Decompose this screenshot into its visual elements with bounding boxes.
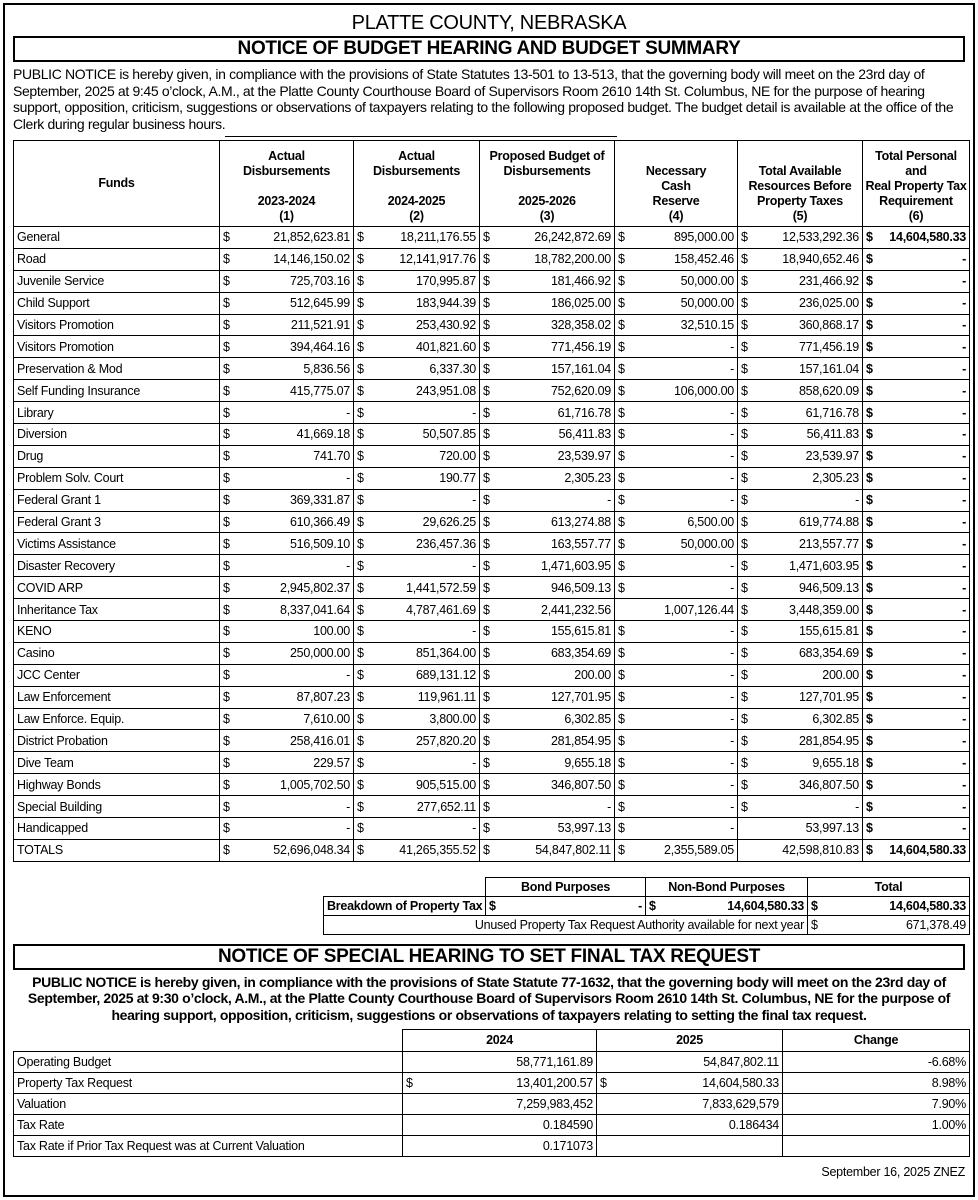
fund-name: JCC Center: [14, 664, 220, 686]
budget-value-cell: $ 1,471,603.95: [480, 555, 615, 577]
budget-value-cell: $ 236,457.36: [354, 533, 480, 555]
budget-value-cell: $ -: [354, 489, 480, 511]
budget-value-cell: $ 1,005,702.50: [220, 774, 354, 796]
budget-value-cell: $ 725,703.16: [220, 270, 354, 292]
fund-name: Handicapped: [14, 818, 220, 840]
budget-value-cell: $ -: [615, 730, 738, 752]
budget-value-cell: $ 619,774.88: [738, 511, 863, 533]
budget-value-cell: $ -: [863, 248, 970, 270]
budget-value-cell: $ 52,696,048.34: [220, 839, 354, 861]
comparison-value: [597, 1136, 783, 1157]
budget-value-cell: 42,598,810.83: [738, 839, 863, 861]
comparison-label: Operating Budget: [14, 1051, 403, 1072]
budget-value-cell: $ 127,701.95: [480, 686, 615, 708]
comparison-value: $ 13,401,200.57: [403, 1072, 597, 1093]
budget-value-cell: $ 613,274.88: [480, 511, 615, 533]
budget-fund-row: [14, 511, 970, 533]
budget-value-cell: $ 683,354.69: [738, 642, 863, 664]
divider: [225, 136, 617, 137]
budget-value-cell: $ -: [863, 511, 970, 533]
budget-value-cell: $ -: [220, 402, 354, 424]
budget-fund-row: [14, 818, 970, 840]
budget-value-cell: $ 346,807.50: [738, 774, 863, 796]
budget-value-cell: $ 186,025.00: [480, 292, 615, 314]
budget-fund-row: [14, 577, 970, 599]
budget-value-cell: $ 41,669.18: [220, 424, 354, 446]
budget-value-cell: $ -: [863, 424, 970, 446]
budget-fund-row: [14, 555, 970, 577]
budget-column-header: Total Available Resources Before Property Taxes (5): [738, 141, 863, 227]
total-header: Total: [808, 877, 970, 896]
budget-value-cell: $ -: [220, 796, 354, 818]
budget-value-cell: $ 258,416.01: [220, 730, 354, 752]
budget-value-cell: $ -: [615, 336, 738, 358]
budget-value-cell: $ 41,265,355.52: [354, 839, 480, 861]
budget-value-cell: $ 257,820.20: [354, 730, 480, 752]
budget-fund-row: [14, 774, 970, 796]
fund-name: Library: [14, 402, 220, 424]
budget-fund-row: [14, 380, 970, 402]
budget-value-cell: $ 2,945,802.37: [220, 577, 354, 599]
budget-value-cell: $ 236,025.00: [738, 292, 863, 314]
change-header: Change: [783, 1030, 970, 1051]
budget-fund-row: [14, 402, 970, 424]
budget-value-cell: $ 190.77: [354, 467, 480, 489]
budget-fund-row: [14, 730, 970, 752]
comparison-value: 0.186434: [597, 1115, 783, 1136]
bond-purposes-value: $ -: [486, 896, 646, 915]
budget-value-cell: $ -: [615, 664, 738, 686]
budget-column-header: Actual Disbursements 2024-2025 (2): [354, 141, 480, 227]
budget-value-cell: $ 401,821.60: [354, 336, 480, 358]
budget-value-cell: $ 415,775.07: [220, 380, 354, 402]
unused-authority-label: Unused Property Tax Request Authority available for next year: [324, 915, 808, 934]
budget-value-cell: $ -: [863, 402, 970, 424]
budget-value-cell: $ -: [863, 686, 970, 708]
budget-value-cell: $ 183,944.39: [354, 292, 480, 314]
tax-breakdown-corner: [324, 877, 486, 896]
budget-value-cell: $ 771,456.19: [738, 336, 863, 358]
budget-value-cell: $ -: [863, 577, 970, 599]
budget-fund-row: [14, 708, 970, 730]
budget-value-cell: $ 14,604,580.33: [863, 839, 970, 861]
comparison-value: 54,847,802.11: [597, 1051, 783, 1072]
budget-value-cell: $ 158,452.46: [615, 248, 738, 270]
budget-value-cell: $ -: [480, 489, 615, 511]
budget-value-cell: $ 54,847,802.11: [480, 839, 615, 861]
budget-value-cell: $ 1,471,603.95: [738, 555, 863, 577]
fund-name: Self Funding Insurance: [14, 380, 220, 402]
budget-value-cell: $ 181,466.92: [480, 270, 615, 292]
budget-value-cell: $ 4,787,461.69: [354, 599, 480, 621]
fund-name: Diversion: [14, 424, 220, 446]
budget-value-cell: $ 200.00: [480, 664, 615, 686]
budget-value-cell: $ 213,557.77: [738, 533, 863, 555]
budget-value-cell: $ 12,141,917.76: [354, 248, 480, 270]
budget-value-cell: $ 12,533,292.36: [738, 227, 863, 249]
budget-value-cell: $ 211,521.91: [220, 314, 354, 336]
budget-value-cell: $ 6,302.85: [738, 708, 863, 730]
budget-value-cell: $ -: [615, 467, 738, 489]
budget-fund-row: [14, 467, 970, 489]
budget-value-cell: $ 2,305.23: [480, 467, 615, 489]
budget-value-cell: $ -: [615, 489, 738, 511]
budget-value-cell: $ 9,655.18: [480, 752, 615, 774]
fund-name: Drug: [14, 445, 220, 467]
budget-fund-row: [14, 445, 970, 467]
fund-name: Casino: [14, 642, 220, 664]
budget-value-cell: $ 851,364.00: [354, 642, 480, 664]
fund-name: General: [14, 227, 220, 249]
budget-fund-row: [14, 686, 970, 708]
comparison-value: 0.184590: [403, 1115, 597, 1136]
budget-value-cell: $ 56,411.83: [480, 424, 615, 446]
budget-value-cell: $ 3,448,359.00: [738, 599, 863, 621]
year-2024-header: 2024: [403, 1030, 597, 1051]
budget-value-cell: $ -: [354, 621, 480, 643]
comparison-value: 7,259,983,452: [403, 1093, 597, 1114]
fund-name: Road: [14, 248, 220, 270]
budget-summary-table: [13, 140, 970, 862]
comparison-label: Property Tax Request: [14, 1072, 403, 1093]
fund-name: Law Enforcement: [14, 686, 220, 708]
budget-totals-row: [14, 839, 970, 861]
budget-value-cell: $ 53,997.13: [480, 818, 615, 840]
budget-value-cell: $ -: [615, 642, 738, 664]
fund-name: TOTALS: [14, 839, 220, 861]
budget-value-cell: $ 155,615.81: [738, 621, 863, 643]
budget-fund-row: [14, 642, 970, 664]
budget-value-cell: $ -: [354, 752, 480, 774]
budget-notice-heading: NOTICE OF BUDGET HEARING AND BUDGET SUMMARY: [13, 36, 965, 62]
property-tax-breakdown-table: [323, 877, 970, 935]
budget-value-cell: $ -: [863, 708, 970, 730]
budget-value-cell: $ 155,615.81: [480, 621, 615, 643]
comparison-change: [783, 1136, 970, 1157]
budget-value-cell: $ 50,000.00: [615, 533, 738, 555]
budget-value-cell: $ 50,000.00: [615, 270, 738, 292]
tax-total-value: $ 14,604,580.33: [808, 896, 970, 915]
year-2025-header: 2025: [597, 1030, 783, 1051]
budget-value-cell: $ -: [863, 533, 970, 555]
comparison-label: Tax Rate if Prior Tax Request was at Current Valuation: [14, 1136, 403, 1157]
budget-value-cell: $ 281,854.95: [480, 730, 615, 752]
budget-value-cell: $ -: [615, 358, 738, 380]
budget-fund-row: [14, 248, 970, 270]
budget-value-cell: $ 2,305.23: [738, 467, 863, 489]
comparison-value: 7,833,629,579: [597, 1093, 783, 1114]
comparison-value: $ 14,604,580.33: [597, 1072, 783, 1093]
budget-value-cell: $ -: [615, 708, 738, 730]
fund-name: Child Support: [14, 292, 220, 314]
comparison-corner: [14, 1030, 403, 1051]
budget-value-cell: $ -: [863, 358, 970, 380]
unused-authority-value: $ 671,378.49: [808, 915, 970, 934]
budget-value-cell: $ -: [615, 445, 738, 467]
budget-value-cell: $ 200.00: [738, 664, 863, 686]
budget-value-cell: $ -: [738, 489, 863, 511]
fund-name: Juvenile Service: [14, 270, 220, 292]
comparison-value: 58,771,161.89: [403, 1051, 597, 1072]
budget-column-header: Proposed Budget of Disbursements 2025-2026 (3): [480, 141, 615, 227]
budget-value-cell: $ 56,411.83: [738, 424, 863, 446]
comparison-label: Valuation: [14, 1093, 403, 1114]
budget-value-cell: $ 516,509.10: [220, 533, 354, 555]
budget-value-cell: $ 277,652.11: [354, 796, 480, 818]
budget-value-cell: $ 157,161.04: [738, 358, 863, 380]
budget-value-cell: $ 18,782,200.00: [480, 248, 615, 270]
budget-fund-row: [14, 533, 970, 555]
budget-value-cell: $ 170,995.87: [354, 270, 480, 292]
budget-value-cell: $ 281,854.95: [738, 730, 863, 752]
budget-value-cell: $ 61,716.78: [480, 402, 615, 424]
comparison-label: Tax Rate: [14, 1115, 403, 1136]
budget-fund-row: [14, 270, 970, 292]
budget-value-cell: $ 61,716.78: [738, 402, 863, 424]
budget-value-cell: $ 394,464.16: [220, 336, 354, 358]
budget-value-cell: $ -: [615, 796, 738, 818]
publication-footer: September 16, 2025 ZNEZ: [821, 1165, 965, 1180]
budget-value-cell: 53,997.13: [738, 818, 863, 840]
budget-value-cell: $ -: [863, 599, 970, 621]
budget-value-cell: $ -: [863, 467, 970, 489]
comparison-value: 0.171073: [403, 1136, 597, 1157]
budget-value-cell: $ 683,354.69: [480, 642, 615, 664]
budget-value-cell: $ -: [615, 402, 738, 424]
budget-value-cell: $ 243,951.08: [354, 380, 480, 402]
budget-value-cell: $ 8,337,041.64: [220, 599, 354, 621]
budget-value-cell: $ -: [863, 336, 970, 358]
fund-name: Preservation & Mod: [14, 358, 220, 380]
budget-value-cell: $ 6,500.00: [615, 511, 738, 533]
budget-value-cell: $ -: [220, 555, 354, 577]
budget-fund-row: [14, 424, 970, 446]
comparison-change: 1.00%: [783, 1115, 970, 1136]
bond-purposes-header: Bond Purposes: [486, 877, 646, 896]
budget-value-cell: $ 9,655.18: [738, 752, 863, 774]
budget-value-cell: $ 229.57: [220, 752, 354, 774]
budget-fund-row: [14, 314, 970, 336]
budget-value-cell: $ 3,800.00: [354, 708, 480, 730]
budget-value-cell: $ 946,509.13: [738, 577, 863, 599]
budget-value-cell: $ 741.70: [220, 445, 354, 467]
budget-value-cell: $ -: [615, 752, 738, 774]
budget-value-cell: $ -: [354, 555, 480, 577]
budget-notice-page: [3, 3, 975, 1197]
budget-value-cell: $ -: [220, 818, 354, 840]
budget-value-cell: $ 231,466.92: [738, 270, 863, 292]
budget-fund-row: [14, 227, 970, 249]
budget-value-cell: $ -: [863, 730, 970, 752]
fund-name: District Probation: [14, 730, 220, 752]
budget-column-header: Funds: [14, 141, 220, 227]
budget-value-cell: $ -: [863, 796, 970, 818]
budget-value-cell: $ 106,000.00: [615, 380, 738, 402]
budget-value-cell: $ -: [863, 818, 970, 840]
budget-value-cell: $ -: [615, 686, 738, 708]
county-title: PLATTE COUNTY, NEBRASKA: [351, 12, 627, 34]
fund-name: Visitors Promotion: [14, 336, 220, 358]
budget-value-cell: $ 23,539.97: [480, 445, 615, 467]
budget-value-cell: $ 50,507.85: [354, 424, 480, 446]
budget-value-cell: $ 253,430.92: [354, 314, 480, 336]
budget-value-cell: $ 369,331.87: [220, 489, 354, 511]
fund-name: Law Enforce. Equip.: [14, 708, 220, 730]
comparison-change: 7.90%: [783, 1093, 970, 1114]
budget-value-cell: $ 119,961.11: [354, 686, 480, 708]
budget-value-cell: $ 26,242,872.69: [480, 227, 615, 249]
budget-value-cell: $ 14,146,150.02: [220, 248, 354, 270]
budget-value-cell: $ 250,000.00: [220, 642, 354, 664]
budget-value-cell: $ -: [863, 270, 970, 292]
budget-value-cell: $ -: [863, 621, 970, 643]
budget-value-cell: $ -: [863, 774, 970, 796]
fund-name: Disaster Recovery: [14, 555, 220, 577]
fund-name: Special Building: [14, 796, 220, 818]
comparison-row: [14, 1051, 970, 1072]
tax-comparison-table: [13, 1029, 970, 1157]
budget-value-cell: $ -: [354, 818, 480, 840]
budget-value-cell: $ -: [615, 424, 738, 446]
budget-value-cell: $ 720.00: [354, 445, 480, 467]
budget-value-cell: $ 2,441,232.56: [480, 599, 615, 621]
budget-value-cell: $ 100.00: [220, 621, 354, 643]
comparison-row: [14, 1136, 970, 1157]
budget-value-cell: $ -: [863, 292, 970, 314]
budget-value-cell: $ 771,456.19: [480, 336, 615, 358]
budget-value-cell: $ 23,539.97: [738, 445, 863, 467]
budget-value-cell: $ -: [863, 664, 970, 686]
fund-name: Visitors Promotion: [14, 314, 220, 336]
non-bond-purposes-header: Non-Bond Purposes: [646, 877, 808, 896]
fund-name: Inheritance Tax: [14, 599, 220, 621]
budget-value-cell: $ -: [220, 467, 354, 489]
budget-value-cell: $ 6,302.85: [480, 708, 615, 730]
budget-value-cell: $ 21,852,623.81: [220, 227, 354, 249]
budget-value-cell: $ 18,211,176.55: [354, 227, 480, 249]
budget-value-cell: $ 689,131.12: [354, 664, 480, 686]
fund-name: Highway Bonds: [14, 774, 220, 796]
non-bond-purposes-value: $ 14,604,580.33: [646, 896, 808, 915]
budget-value-cell: $ -: [615, 818, 738, 840]
budget-value-cell: $ 50,000.00: [615, 292, 738, 314]
budget-value-cell: 1,007,126.44: [615, 599, 738, 621]
budget-value-cell: $ -: [863, 380, 970, 402]
tax-breakdown-label: Breakdown of Property Tax: [324, 896, 486, 915]
budget-fund-row: [14, 358, 970, 380]
budget-value-cell: $ 946,509.13: [480, 577, 615, 599]
budget-value-cell: $ 127,701.95: [738, 686, 863, 708]
budget-value-cell: $ 18,940,652.46: [738, 248, 863, 270]
comparison-change: -6.68%: [783, 1051, 970, 1072]
comparison-row: [14, 1115, 970, 1136]
special-hearing-heading: NOTICE OF SPECIAL HEARING TO SET FINAL TAX REQUEST: [13, 944, 965, 970]
budget-fund-row: [14, 621, 970, 643]
budget-value-cell: $ -: [863, 642, 970, 664]
budget-column-header: Actual Disbursements 2023-2024 (1): [220, 141, 354, 227]
budget-value-cell: $ -: [615, 621, 738, 643]
budget-column-header: Necessary Cash Reserve (4): [615, 141, 738, 227]
budget-value-cell: $ -: [738, 796, 863, 818]
fund-name: Dive Team: [14, 752, 220, 774]
budget-value-cell: $ 5,836.56: [220, 358, 354, 380]
budget-value-cell: $ 29,626.25: [354, 511, 480, 533]
budget-fund-row: [14, 752, 970, 774]
comparison-row: [14, 1072, 970, 1093]
budget-value-cell: $ 895,000.00: [615, 227, 738, 249]
budget-value-cell: $ 6,337.30: [354, 358, 480, 380]
budget-value-cell: $ 360,868.17: [738, 314, 863, 336]
budget-value-cell: $ -: [863, 314, 970, 336]
fund-name: Federal Grant 1: [14, 489, 220, 511]
budget-value-cell: $ 1,441,572.59: [354, 577, 480, 599]
budget-value-cell: $ 7,610.00: [220, 708, 354, 730]
budget-value-cell: $ -: [220, 664, 354, 686]
fund-name: Federal Grant 3: [14, 511, 220, 533]
budget-column-header: Total Personal and Real Property Tax Requirement (6): [863, 141, 970, 227]
budget-value-cell: $ 87,807.23: [220, 686, 354, 708]
fund-name: COVID ARP: [14, 577, 220, 599]
budget-fund-row: [14, 489, 970, 511]
budget-value-cell: $ 905,515.00: [354, 774, 480, 796]
budget-fund-row: [14, 336, 970, 358]
budget-value-cell: $ -: [863, 555, 970, 577]
comparison-row: [14, 1093, 970, 1114]
budget-value-cell: $ -: [863, 489, 970, 511]
budget-value-cell: $ -: [615, 577, 738, 599]
budget-fund-row: [14, 599, 970, 621]
special-hearing-text: PUBLIC NOTICE is hereby given, in compliance with the provisions of State Statute 77-1632, that the governing body will meet on the 23rd day of September, 2025 at 9:30 o’clock, A.M., at the Platte County Courthouse Board of Supervisors Room 2610 14th St. Columbus, NE for the purpose of hearing support, opposition, criticism, suggestions or observations of taxpayers relating to setting the final tax request.: [27, 973, 951, 1023]
budget-value-cell: $ 610,366.49: [220, 511, 354, 533]
budget-value-cell: $ -: [354, 402, 480, 424]
budget-fund-row: [14, 292, 970, 314]
budget-notice-text: PUBLIC NOTICE is hereby given, in compliance with the provisions of State Statutes 13-501 to 13-513, that the governing body will meet on the 23rd day of September, 2025 at 9:45 o’clock, A.M., at the Platte County Courthouse Board of Supervisors Room 2610 14th St. Columbus, NE for the purpose of hearing support, opposition, criticism, suggestions or observations of taxpayers relating to the following proposed budget. The budget detail is available at the office of the Clerk during regular business hours.: [13, 66, 954, 132]
budget-value-cell: $ 32,510.15: [615, 314, 738, 336]
budget-value-cell: $ 14,604,580.33: [863, 227, 970, 249]
budget-fund-row: [14, 664, 970, 686]
budget-value-cell: $ 512,645.99: [220, 292, 354, 314]
comparison-change: 8.98%: [783, 1072, 970, 1093]
budget-value-cell: $ 157,161.04: [480, 358, 615, 380]
budget-value-cell: $ 163,557.77: [480, 533, 615, 555]
budget-value-cell: $ -: [615, 555, 738, 577]
budget-value-cell: $ 858,620.09: [738, 380, 863, 402]
budget-value-cell: $ -: [863, 445, 970, 467]
budget-fund-row: [14, 796, 970, 818]
budget-value-cell: $ 346,807.50: [480, 774, 615, 796]
budget-value-cell: $ 328,358.02: [480, 314, 615, 336]
budget-value-cell: $ -: [480, 796, 615, 818]
budget-table-header-row: [14, 141, 970, 227]
budget-value-cell: $ -: [863, 752, 970, 774]
budget-value-cell: $ -: [615, 774, 738, 796]
fund-name: Problem Solv. Court: [14, 467, 220, 489]
budget-value-cell: $ 2,355,589.05: [615, 839, 738, 861]
fund-name: KENO: [14, 621, 220, 643]
budget-value-cell: $ 752,620.09: [480, 380, 615, 402]
fund-name: Victims Assistance: [14, 533, 220, 555]
